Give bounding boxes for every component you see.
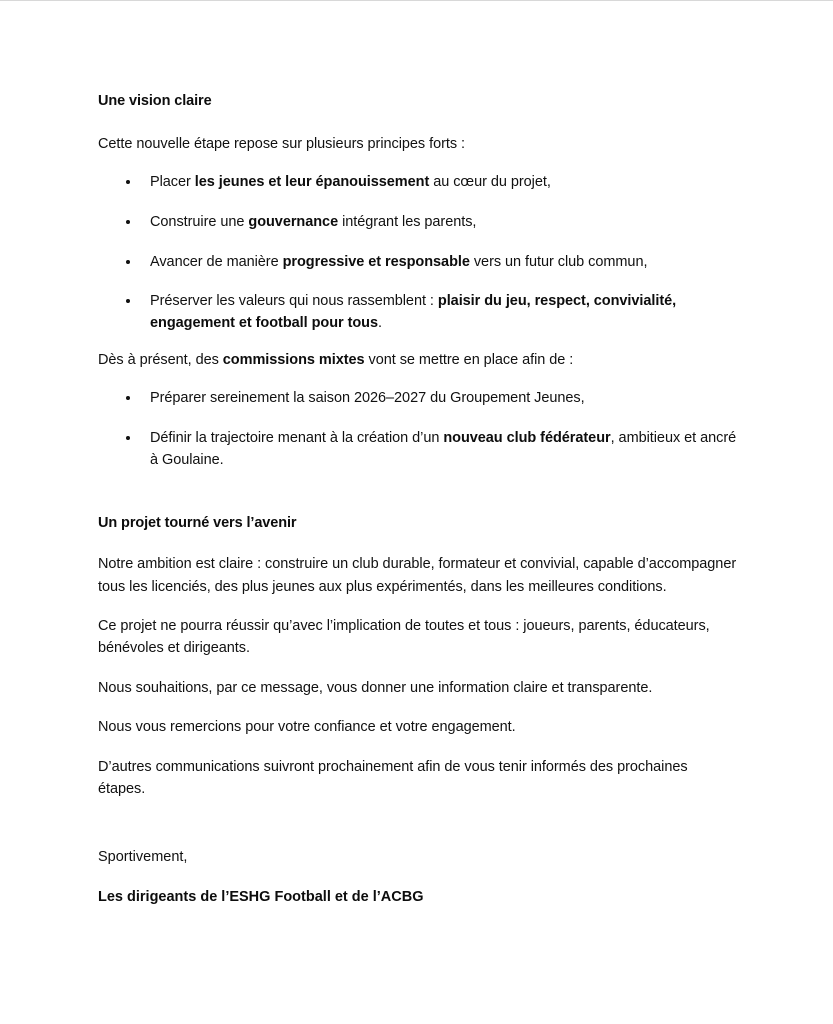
bullet-dot-icon	[126, 299, 130, 303]
bullet-dot-icon	[126, 180, 130, 184]
closing-salutation: Sportivement,	[98, 848, 188, 865]
page-top-divider	[0, 0, 833, 1]
bullet-text-prefix: Préparer sereinement la saison 2026–2027 du Groupement Jeunes,	[150, 390, 585, 407]
bullet-text-prefix: Construire une	[150, 213, 249, 230]
bullet-text-suffix: .	[378, 315, 382, 332]
closing-block	[98, 846, 738, 909]
bullet-text-prefix: Placer	[150, 174, 195, 191]
avenir-paragraph-1: Notre ambition est claire : construire un club durable, formateur et convivial, capable d’accompagner tous les licenciés, des plus jeunes aux plus expérimentés, dans les meilleures conditions.	[98, 556, 737, 595]
commissions-intro-suffix: vont se mettre en place afin de :	[364, 351, 574, 368]
closing-spacer	[98, 818, 738, 846]
bullet-text-bold: progressive et responsable	[282, 253, 470, 270]
bullet-text-prefix: Avancer de manière	[150, 253, 283, 270]
list-item	[98, 212, 738, 234]
bullet-dot-icon	[126, 220, 130, 224]
section-spacer	[98, 486, 738, 514]
bullet-text-bold: plaisir du jeu, respect, convivialité, engagement et football pour tous	[150, 293, 677, 332]
commissions-intro-bold: commissions mixtes	[222, 351, 365, 368]
bullet-dot-icon	[126, 260, 130, 264]
bullet-text-bold: les jeunes et leur épanouissement	[194, 174, 430, 191]
bullet-text-prefix: Définir la trajectoire menant à la création d’un	[150, 430, 444, 446]
list-item	[98, 172, 738, 194]
section-vision-intro: Cette nouvelle étape repose sur plusieurs principes forts :	[98, 135, 465, 152]
list-item	[98, 291, 738, 335]
bullet-text-suffix: au cœur du projet,	[429, 174, 551, 191]
document-content	[98, 92, 738, 909]
bullet-text-suffix: , ambitieux et ancré à Goulaine.	[150, 430, 737, 468]
avenir-paragraph-5: D’autres communications suivront prochainement afin de vous tenir informés des prochaines étapes.	[98, 758, 688, 798]
bullet-text-bold: nouveau club fédérateur	[443, 430, 611, 446]
commissions-intro	[98, 349, 738, 371]
commissions-intro-prefix: Dès à présent, des	[98, 351, 223, 368]
avenir-paragraph-3: Nous souhaitions, par ce message, vous donner une information claire et transparente.	[98, 679, 653, 696]
section-heading-vision: Une vision claire	[98, 93, 212, 109]
commissions-list	[98, 388, 738, 471]
bullet-dot-icon	[126, 436, 130, 440]
list-item	[98, 252, 738, 274]
bullet-text-bold: gouvernance	[248, 213, 339, 230]
bullet-text-suffix: intégrant les parents,	[338, 213, 477, 230]
avenir-paragraph-2: Ce projet ne pourra réussir qu’avec l’implication de toutes et tous : joueurs, parents, éducateurs, bénévoles et dirigeants.	[98, 618, 710, 657]
vision-principles-list	[98, 172, 738, 335]
avenir-paragraph-4: Nous vous remercions pour votre confiance et votre engagement.	[98, 719, 516, 736]
list-item	[98, 428, 738, 472]
section-heading-avenir: Un projet tourné vers l’avenir	[98, 514, 297, 531]
bullet-text-prefix: Préserver les valeurs qui nous rassemblent :	[150, 293, 438, 310]
bullet-text-suffix: vers un futur club commun,	[469, 253, 648, 270]
closing-signers: Les dirigeants de l’ESHG Football et de l’ACBG	[98, 889, 424, 906]
list-item	[98, 388, 738, 410]
bullet-dot-icon	[126, 396, 130, 400]
